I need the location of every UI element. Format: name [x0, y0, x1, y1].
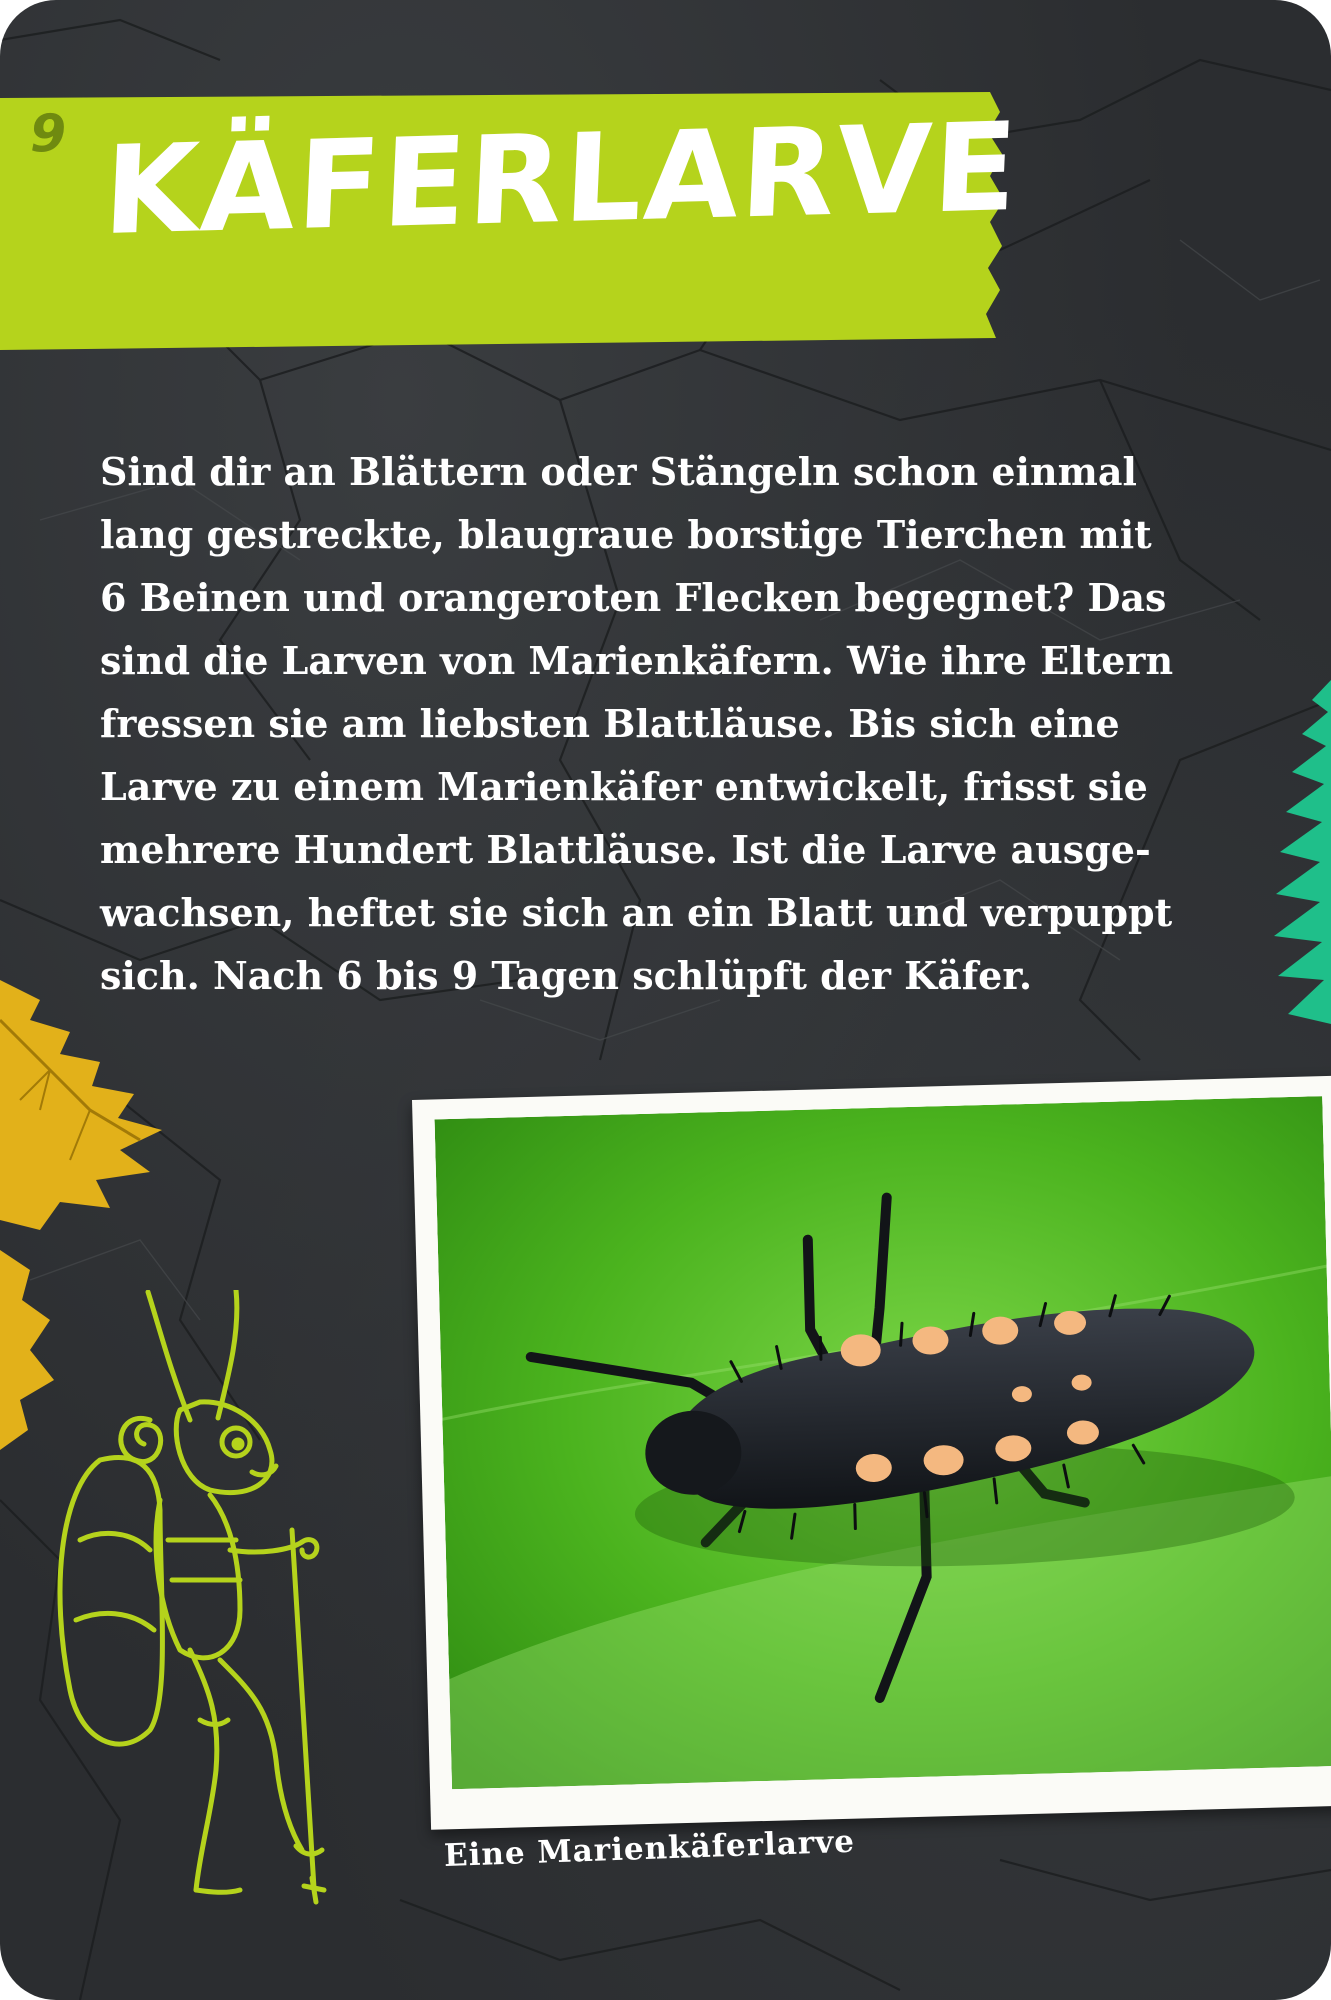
body-line: lang gestreckte, blaugraue borstige Tierchen mit	[100, 512, 1152, 557]
ladybird-larva-photo	[435, 1096, 1331, 1789]
card-number: 9	[30, 104, 67, 164]
body-line: sind die Larven von Marienkäfern. Wie ihre Eltern	[100, 638, 1174, 683]
body-line: Sind dir an Blättern oder Stängeln schon einmal	[100, 449, 1137, 494]
card-body-text	[100, 440, 1290, 1007]
photo-caption: Eine Marienkäferlarve	[443, 1823, 856, 1874]
hiker-grasshopper-icon	[40, 1290, 400, 1910]
body-line: fressen sie am liebsten Blattläuse. Bis sich eine	[100, 701, 1120, 746]
body-line: Larve zu einem Marienkäfer entwickelt, frisst sie	[100, 764, 1148, 809]
body-line: sich. Nach 6 bis 9 Tagen schlüpft der Käfer.	[100, 953, 1033, 998]
body-line: wachsen, heftet sie sich an ein Blatt und verpuppt	[100, 890, 1173, 935]
body-line: 6 Beinen und orangeroten Flecken begegnet? Das	[100, 575, 1167, 620]
body-line: mehrere Hundert Blattläuse. Ist die Larve ausge-	[100, 827, 1151, 872]
card-title: KÄFERLARVE	[100, 96, 1022, 262]
green-fern-icon	[1262, 680, 1331, 1040]
photo-frame	[412, 1076, 1331, 1830]
